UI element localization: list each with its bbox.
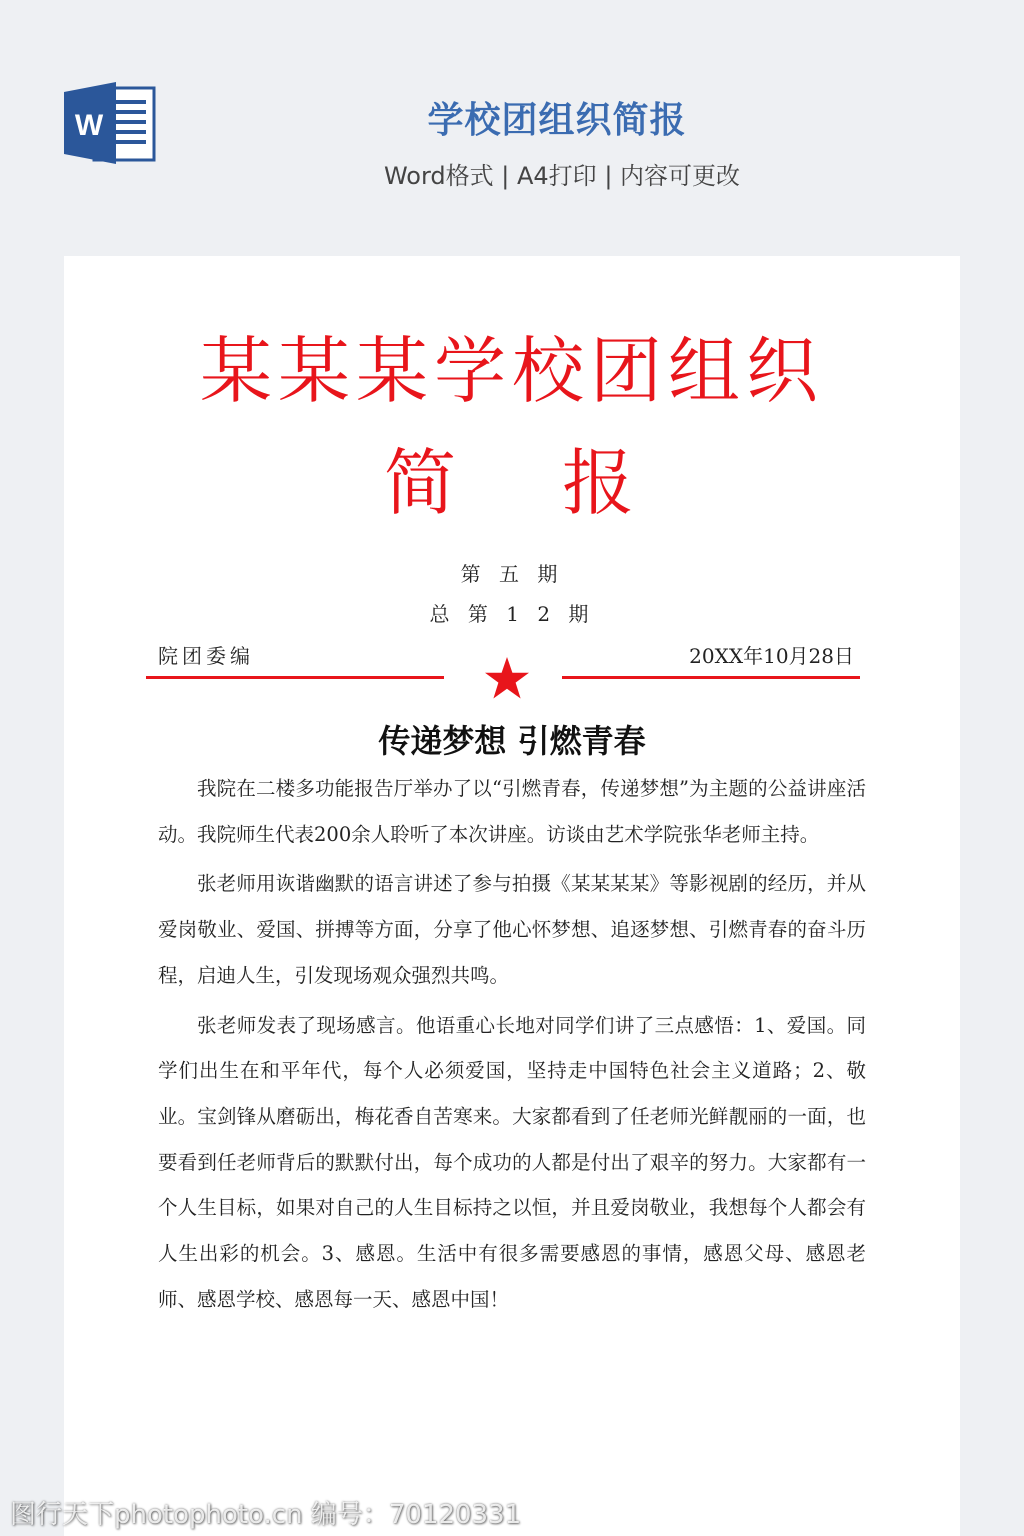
divider-line-left [146, 676, 444, 679]
word-icon-letter: W [74, 109, 104, 142]
article-paragraph-3: 张老师发表了现场感言。他语重心长地对同学们讲了三点感悟：1、爱国。同学们出生在和平年代，每个人必须爱国，坚持走中国特色社会主义道路；2、敬业。宝剑锋从磨砺出，梅花香自苦寒来。大家都看到了任老师光鲜靓丽的一面，也要看到任老师背后的默默付出，每个成功的人都是付出了艰辛的努力。大家都有一个人生目标，如果对自己的人生目标持之以恒，并且爱岗敬业，我想每个人都会有人生出彩的机会。3、感恩。生活中有很多需要感恩的事情，感恩父母、感恩老师、感恩学校、感恩每一天、感恩中国！ [158, 1013, 866, 1311]
document-title-char-1: 简 [383, 441, 462, 525]
divider-line-right [562, 676, 860, 679]
document-title-line2 [64, 440, 960, 526]
star-icon [484, 656, 530, 700]
document-title: 某某某学校团组织 [199, 329, 824, 413]
article-body [158, 766, 866, 1326]
total-issue-number: 总 第 1 2 期 [429, 602, 595, 626]
editor-label: 院团委编 [158, 644, 254, 668]
article-title: 传递梦想 引燃青春 [378, 722, 646, 760]
watermark: 图行天下photophoto.cn 编号：70120331 [10, 1500, 522, 1530]
header [0, 0, 1024, 256]
article-paragraph-2: 张老师用诙谐幽默的语言讲述了参与拍摄《某某某某》等影视剧的经历，并从爱岗敬业、爱国、拼搏等方面，分享了他心怀梦想、追逐梦想、引燃青春的奋斗历程，启迪人生，引发现场观众强烈共鸣。 [158, 872, 866, 987]
document-page [64, 256, 960, 1536]
issue-number: 第 五 期 [460, 562, 564, 586]
header-subtitle: Word格式 | A4打印 | 内容可更改 [383, 162, 741, 190]
article-paragraph-1: 我院在二楼多功能报告厅举办了以“引燃青春，传递梦想”为主题的公益讲座活动。我院师生代表200余人聆听了本次讲座。访谈由艺术学院张华老师主持。 [158, 777, 866, 846]
document-title-char-2: 报 [562, 441, 641, 525]
header-title: 学校团组织简报 [427, 100, 687, 141]
issue-date: 20XX年10月28日 [689, 644, 854, 668]
